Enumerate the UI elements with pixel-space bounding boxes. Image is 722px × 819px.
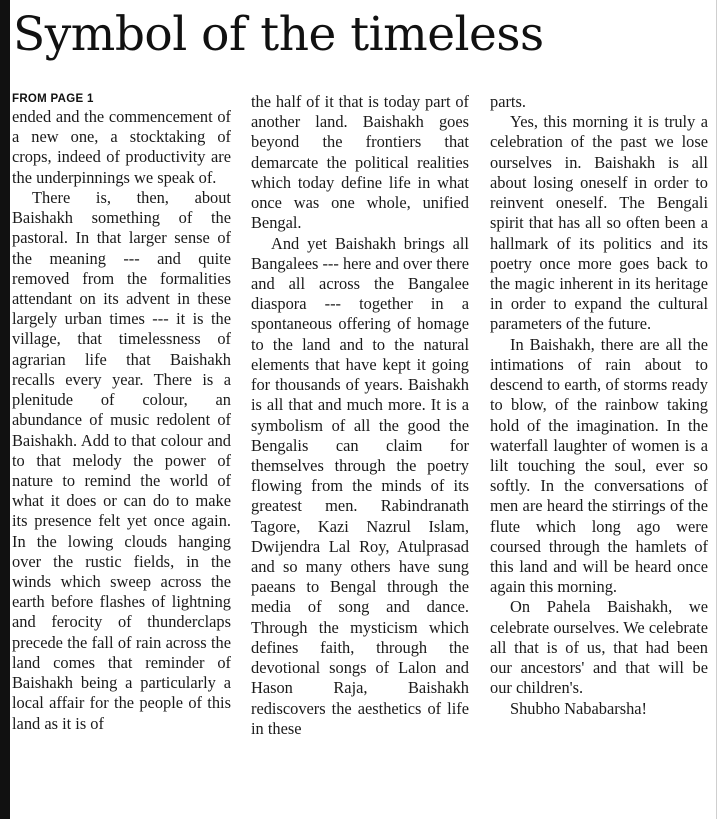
paragraph: parts. [490, 92, 526, 111]
paragraph: ended and the commencement of a new one, a stocktaking of crops, indeed of productivity are the underpinnings we speak of. [12, 107, 231, 187]
article-column-1 [12, 92, 231, 734]
sign-off: Shubho Nababarsha! [510, 698, 648, 718]
paragraph: On Pahela Baishakh, we celebrate ourselves. We celebrate all that is of us, that had been our ancestors' and that will be our children's. [490, 597, 708, 698]
article-column-3 [490, 92, 708, 719]
continuation-kicker: FROM PAGE 1 [12, 93, 94, 105]
article-column-2 [251, 92, 469, 739]
paragraph: Yes, this morning it is truly a celebration of the past we lose ourselves in. Baishakh is all about losing oneself in order to reinvent oneself. The Bengali spirit that has all so often been a hallmark of its politics and its poetry once more goes back to the magic inherent in its heritage in order to expand the cultural parameters of the future. [490, 112, 708, 334]
paragraph: the half of it that is today part of another land. Baishakh goes beyond the frontiers that demarcate the political realities which today define life in what once was one whole, unified Bengal. [251, 92, 469, 233]
left-margin-rule [0, 0, 10, 819]
paragraph: And yet Baishakh brings all Bangalees --- here and over there and all across the Bangalee diaspora --- together in a spontaneous offering of homage to the land and to the natural elements that have kept it going for thousands of years. Baishakh is all that and much more. It is a symbolism of all the good the Bengalis can claim for themselves through the poetry flowing from the minds of its greatest men. Rabindranath Tagore, Kazi Nazrul Islam, Dwijendra Lal Roy, Atulprasad and so many others have sung paeans to Bengal through the media of song and dance. Through the mysticism which defines faith, through the devotional songs of Lalon and Hason Raja, Baishakh rediscovers the aesthetics of life in these [251, 233, 469, 738]
paragraph: There is, then, about Baishakh something of the pastoral. In that larger sense of the meaning --- and quite removed from the formalities attendant on its advent in these largely urban times --- it is the village, that timelessness of agrarian life that Baishakh recalls every year. There is a plenitude of colour, an abundance of music redolent of Baishakh. Add to that colour and to that melody the power of nature to remind the world of what it does or can do to make its presence felt yet once again. In the lowing clouds hanging over the rustic fields, in the winds which sweep across the earth before flashes of lightning and ferocity of thunderclaps precede the fall of rain across the land comes that reminder of Baishakh being a particularly a local affair for the people of this land as it is of [12, 187, 231, 733]
headline: Symbol of the timeless [13, 7, 544, 62]
paragraph: In Baishakh, there are all the intimations of rain about to descend to earth, of storms ready to blow, of the rainbow taking hold of the imagination. In the waterfall laughter of women is a lilt touching the soul, ever so softly. In the conversations of men are heard the stirrings of the flute which long ago were coursed through the hamlets of this land and will be heard once again this morning. [490, 334, 708, 597]
right-margin-rule [716, 0, 717, 819]
